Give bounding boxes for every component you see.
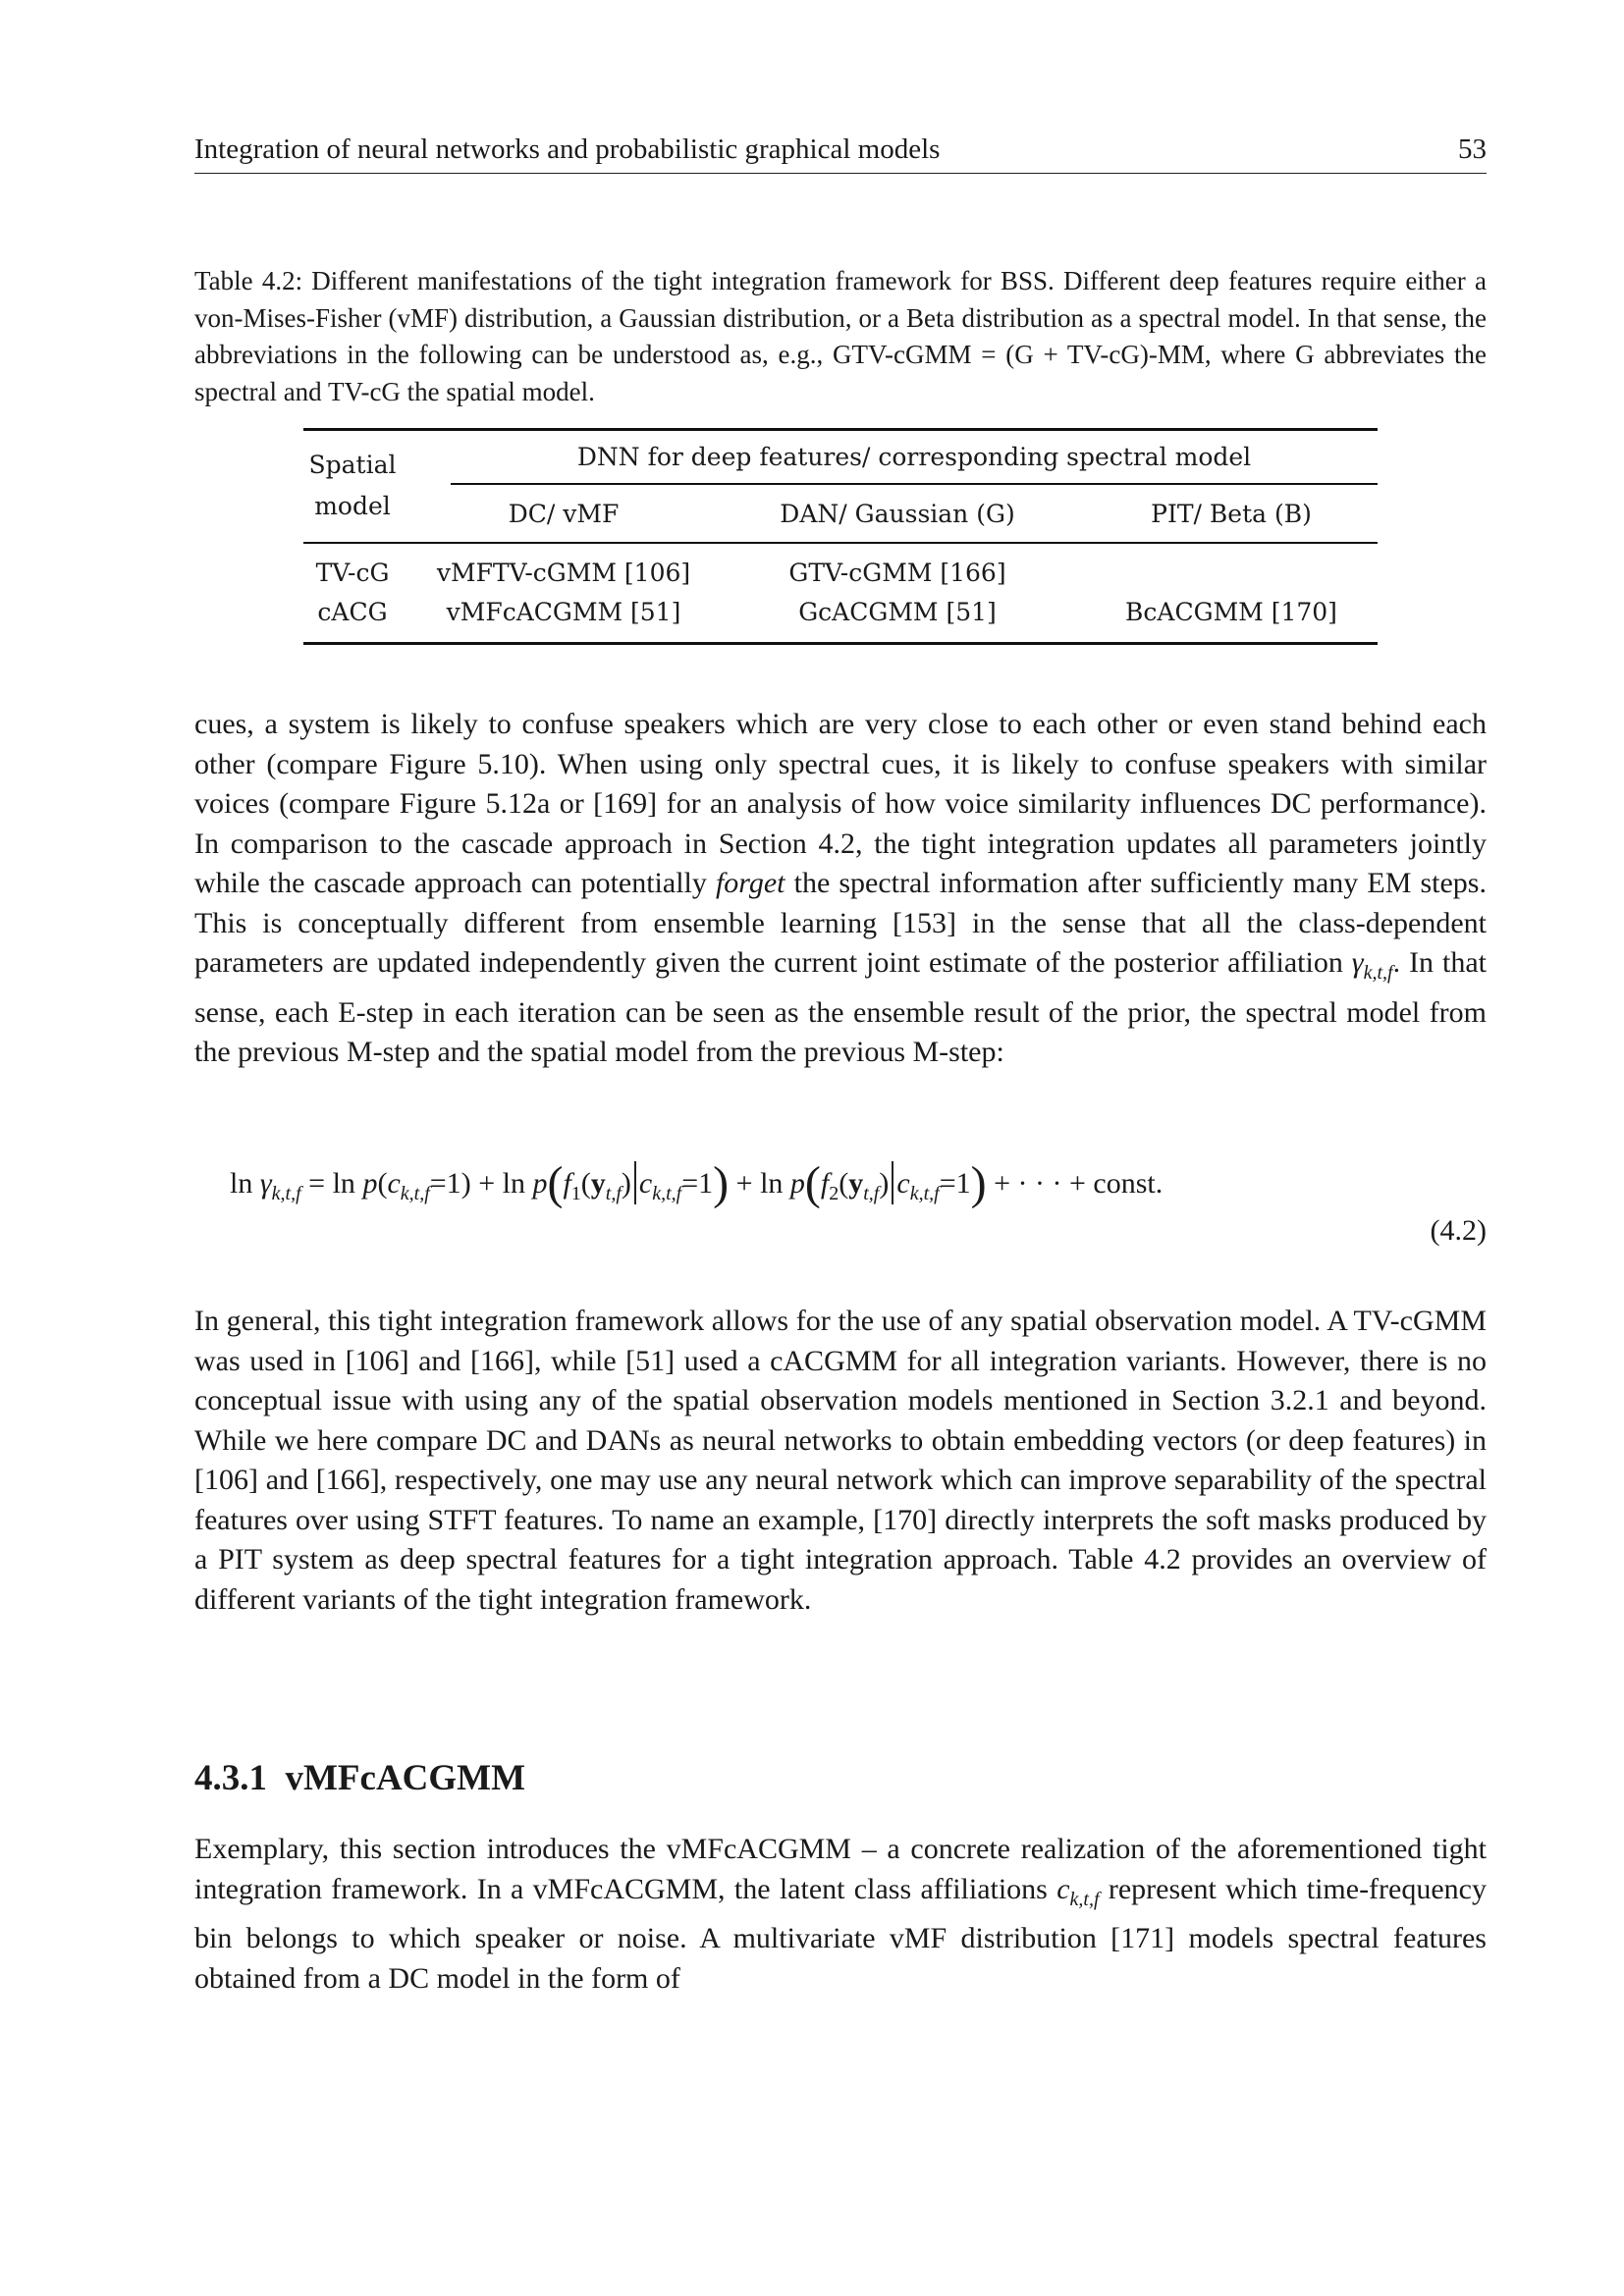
eq-f1-sub: 1 xyxy=(570,1183,581,1204)
para1-part-a: cues, a system is likely to confuse speakers which are very close to each other or even stand behind each other (compare Figure 5.10). When using only spectral cues, it is likely to confuse speakers with similar voices (compare Figure 5.12a or [169] for an analysis of how voice similarity influences DC performance). In comparison to the cascade approach in Section 4.2, the tight integration updates all parameters jointly while the cascade approach can potentially xyxy=(194,708,1487,899)
eq-y-2: y xyxy=(848,1167,864,1200)
eq-c-1: c xyxy=(387,1167,401,1200)
eq-p-3: p xyxy=(789,1167,805,1200)
eq-close-2: ) xyxy=(621,1167,631,1200)
eq-y-sub-1: t,f xyxy=(605,1183,622,1204)
row2-dan: GcACGMM [51] xyxy=(798,598,997,626)
eq-big-close-2: ) xyxy=(970,1157,987,1209)
para1-forget: forget xyxy=(715,867,785,899)
eq-plus-1: + xyxy=(478,1167,496,1200)
eq-open-3: ( xyxy=(839,1167,849,1200)
eq-eq1-3: =1 xyxy=(939,1167,971,1200)
eq-c-sub-2: k,t,f xyxy=(652,1183,682,1204)
group-header: DNN for deep features/ corresponding spectral model xyxy=(576,443,1252,471)
table-caption: Table 4.2: Different manifestations of the tight integration framework for BSS. Different deep features require either a von-Mises-Fisher (vMF) distribution, a Gaussian distribution, or a Beta distribution as a spectral model. In that sense, the abbreviations in the following can be understood as, e.g., GTV-cGMM = (G + TV-cG)-MM, where G abbreviates the spectral and TV-cG the spatial model. xyxy=(194,266,1487,406)
row1-spatial: TV-cG xyxy=(315,559,390,587)
eq-ln-4: ln xyxy=(760,1167,784,1200)
eq-y-sub-2: t,f xyxy=(863,1183,880,1204)
running-header xyxy=(194,130,1487,174)
eq-f2-sub: 2 xyxy=(829,1183,839,1204)
eq-ln-2: ln xyxy=(332,1167,355,1200)
eq-conditional-bar-1 xyxy=(634,1161,636,1204)
para1-part-c: . In that sense, each E-step in each iteration can be seen as the ensemble result of the prior, the spectral model from the previous M-step and the spatial model from the previous M-step: xyxy=(194,946,1487,1068)
row2-spatial: cACG xyxy=(317,598,388,626)
eq-f2: f xyxy=(820,1167,830,1200)
eq-close-3: ) xyxy=(879,1167,890,1200)
eq-p-1: p xyxy=(362,1167,378,1200)
eq-big-open-2: ( xyxy=(804,1157,821,1209)
eq-big-close-1: ) xyxy=(713,1157,730,1209)
eq-open-2: ( xyxy=(580,1167,591,1200)
equation-number: (4.2) xyxy=(1430,1214,1487,1247)
row2-dc: vMFcACGMM [51] xyxy=(446,598,681,626)
para3-c-sub: k,t,f xyxy=(1069,1888,1100,1910)
col-header-pit: PIT/ Beta (B) xyxy=(1151,500,1312,528)
eq-gamma-sub: k,t,f xyxy=(271,1183,301,1204)
para3-part-b: represent which time-frequency bin belongs to which speaker or noise. A multivariate vMF distribution [171] models spectral features obtained from a DC model in the form of xyxy=(194,1872,1487,1995)
eq-equals: = xyxy=(308,1167,326,1200)
equation-formula xyxy=(230,1156,1163,1221)
document-page xyxy=(194,0,1487,2296)
para3-c: c xyxy=(1056,1872,1070,1905)
spatial-header-line1: Spatial xyxy=(308,451,397,479)
row2-pit: BcACGMM [170] xyxy=(1125,598,1337,626)
paragraph-3 xyxy=(194,1830,1487,1999)
table-top-rule xyxy=(303,428,1378,431)
eq-c-sub-1: k,t,f xyxy=(400,1183,430,1204)
row1-dc: vMFTV-cGMM [106] xyxy=(436,559,691,587)
eq-c-3: c xyxy=(896,1167,910,1200)
spatial-header-line2: model xyxy=(314,492,391,520)
table-bottom-rule xyxy=(303,642,1378,645)
eq-c-sub-3: k,t,f xyxy=(909,1183,940,1204)
eq-big-open-1: ( xyxy=(547,1157,564,1209)
eq-close-1: ) xyxy=(460,1167,471,1200)
eq-conditional-bar-2 xyxy=(892,1161,893,1204)
eq-eq1-1: =1 xyxy=(429,1167,461,1200)
eq-f1: f xyxy=(563,1167,571,1200)
eq-ln-3: ln xyxy=(502,1167,525,1200)
paragraph-2: In general, this tight integration framework allows for the use of any spatial observation model. A TV-cGMM was used in [106] and [166], while [51] used a cACGMM for all integration variants. However, there is no conceptual issue with using any of the spatial observation models mentioned in Section 3.2.1 and beyond. While we here compare DC and DANs as neural networks to obtain embedding vectors (or deep features) in [106] and [166], respectively, one may use any neural network which can improve separability of the spectral features over using STFT features. To name an example, [170] directly interprets the soft masks produced by a PIT system as deep spectral features for a tight integration approach. Table 4.2 provides an overview of different variants of the tight integration framework. xyxy=(194,1305,1487,1616)
eq-y-1: y xyxy=(590,1167,606,1200)
eq-eq1-2: =1 xyxy=(681,1167,714,1200)
eq-p-2: p xyxy=(532,1167,548,1200)
section-number: 4.3.1 xyxy=(194,1758,267,1798)
eq-c-2: c xyxy=(638,1167,653,1200)
paragraph-1 xyxy=(194,705,1487,1073)
eq-plus-2: + xyxy=(735,1167,753,1200)
gamma-subscript: k,t,f xyxy=(1363,962,1393,984)
eq-ln: ln xyxy=(230,1167,253,1200)
row1-dan: GTV-cGMM [166] xyxy=(788,559,1006,587)
eq-gamma: γ xyxy=(259,1167,272,1200)
gamma-symbol: γ xyxy=(1351,946,1364,979)
section-heading xyxy=(194,1757,525,1800)
col-header-dan: DAN/ Gaussian (G) xyxy=(780,500,1015,528)
para1-part-b: the spectral information after sufficiently many EM steps. This is conceptually different from ensemble learning [153] in the sense that all the class-dependent parameters are updated independently given the current joint estimate of the posterior affiliation xyxy=(194,867,1487,979)
table-mid-rule xyxy=(303,542,1378,544)
para3-part-a: Exemplary, this section introduces the vMFcACGMM – a concrete realization of the aforementioned tight integration framework. In a vMFcACGMM, the latent class affiliations xyxy=(194,1833,1487,1905)
group-header-rule xyxy=(451,483,1378,485)
eq-tail: + · · · + const. xyxy=(994,1167,1164,1200)
page-number: 53 xyxy=(1458,133,1487,165)
eq-open-1: ( xyxy=(377,1167,388,1200)
header-title: Integration of neural networks and probabilistic graphical models xyxy=(194,133,941,165)
equation-4-2 xyxy=(194,1156,1487,1264)
section-title-text: vMFcACGMM xyxy=(285,1758,526,1798)
col-header-dc: DC/ vMF xyxy=(508,500,620,528)
